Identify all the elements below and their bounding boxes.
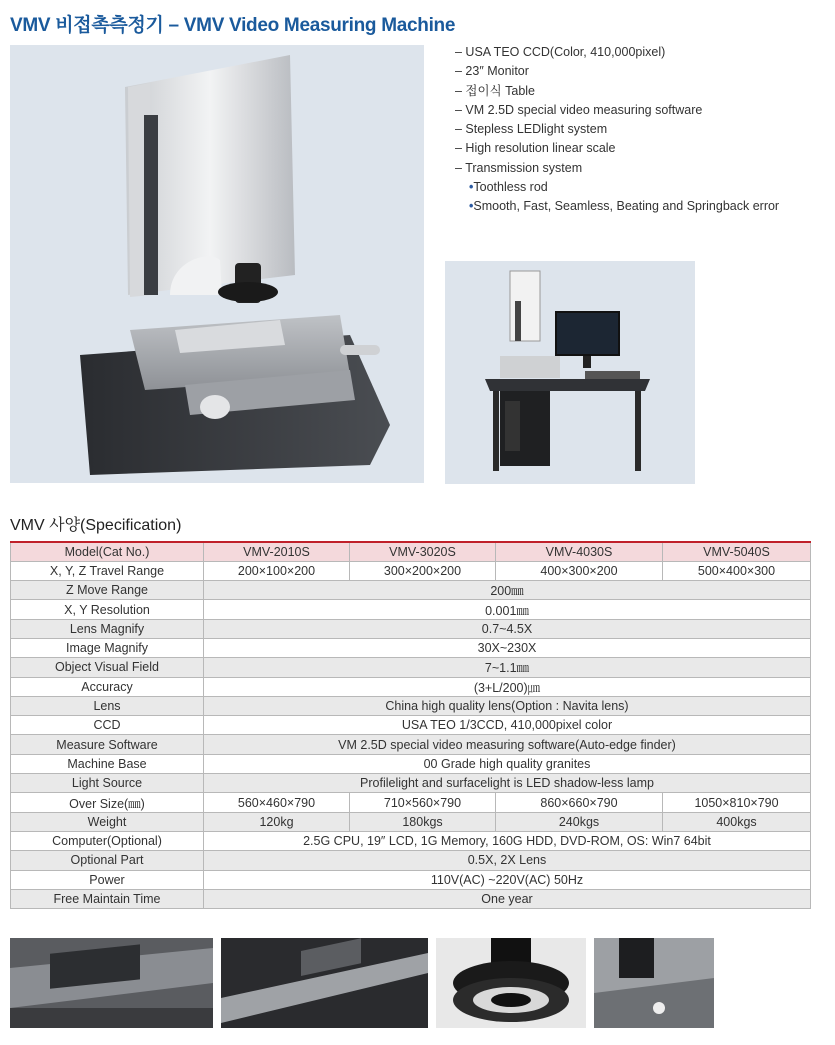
detail-photo-led-ring [436,938,586,1028]
page-title: VMV 비접촉측정기 – VMV Video Measuring Machine [10,15,456,36]
spec-label: Lens [11,696,204,715]
feature-item: – High resolution linear scale [455,141,616,156]
bullet-icon: • [469,199,474,214]
spec-label: Computer(Optional) [11,831,204,850]
spec-row [11,889,811,908]
spec-label: X, Y, Z Travel Range [11,561,204,580]
spec-value: 560×460×790 [204,793,350,812]
spec-label: Free Maintain Time [11,889,204,908]
spec-row [11,812,811,831]
spec-header-cell: Model(Cat No.) [11,542,204,561]
scale-illustration [221,938,428,1028]
spec-row [11,870,811,889]
spec-label: Power [11,870,204,889]
spec-value: 710×560×790 [350,793,496,812]
spec-value: 180kgs [350,812,496,831]
spec-value: 110V(AC) ~220V(AC) 50Hz [204,870,811,889]
spec-value: USA TEO 1/3CCD, 410,000pixel color [204,716,811,735]
spec-label: X, Y Resolution [11,600,204,619]
spec-value: 0.7~4.5X [204,619,811,638]
spec-header-cell: VMV-4030S [496,542,663,561]
probe-illustration [594,938,714,1028]
spec-label: Accuracy [11,677,204,696]
spec-value: 00 Grade high quality granites [204,754,811,773]
spec-value: Profilelight and surfacelight is LED shadow-less lamp [204,774,811,793]
detail-photo-rail [10,938,213,1028]
detail-photo-probe [594,938,714,1028]
spec-label: Over Size(㎜) [11,793,204,812]
spec-value: 0.001㎜ [204,600,811,619]
workstation-illustration [445,261,695,484]
spec-label: CCD [11,716,204,735]
spec-value: 200×100×200 [204,561,350,580]
spec-row [11,581,811,600]
feature-item: – 23″ Monitor [455,64,529,79]
spec-value: 860×660×790 [496,793,663,812]
rail-illustration [10,938,213,1028]
spec-row [11,677,811,696]
sub-feature-item [455,197,830,216]
spec-value: 400kgs [663,812,811,831]
spec-row [11,774,811,793]
spec-value: 400×300×200 [496,561,663,580]
spec-label: Measure Software [11,735,204,754]
spec-value: 200㎜ [204,581,811,600]
spec-label: Light Source [11,774,204,793]
spec-value: 7~1.1㎜ [204,658,811,677]
workstation-photo [445,261,695,484]
spec-value: China high quality lens(Option : Navita lens) [204,696,811,715]
spec-label: Z Move Range [11,581,204,600]
machine-illustration [10,45,424,483]
spec-row [11,831,811,850]
machine-photo [10,45,424,483]
spec-value: 30X~230X [204,638,811,657]
spec-value: 1050×810×790 [663,793,811,812]
feature-item: – Stepless LEDlight system [455,122,608,137]
sub-feature-text: Toothless rod [473,180,548,195]
spec-header-cell: VMV-2010S [204,542,350,561]
spec-row [11,600,811,619]
spec-table [10,541,811,909]
spec-section-title: VMV 사양(Specification) [10,517,182,534]
detail-photo-scale [221,938,428,1028]
spec-value: VM 2.5D special video measuring software(Auto-edge finder) [204,735,811,754]
spec-value: (3+L/200)㎛ [204,677,811,696]
spec-label: Lens Magnify [11,619,204,638]
spec-row [11,754,811,773]
feature-item: – VM 2.5D special video measuring software [455,102,703,117]
spec-row [11,619,811,638]
spec-value: 300×200×200 [350,561,496,580]
spec-label: Weight [11,812,204,831]
spec-label: Machine Base [11,754,204,773]
bullet-icon: • [469,180,474,195]
spec-value: 240kgs [496,812,663,831]
spec-label: Optional Part [11,851,204,870]
spec-row [11,696,811,715]
spec-row [11,716,811,735]
led-ring-illustration [436,938,586,1028]
spec-label: Object Visual Field [11,658,204,677]
sub-feature-text: Smooth, Fast, Seamless, Beating and Springback error [473,199,780,214]
spec-value: 0.5X, 2X Lens [204,851,811,870]
feature-item: – Transmission system [455,160,583,175]
feature-item: – 접이식 Table [455,83,536,98]
sub-feature-item [455,178,830,197]
spec-row [11,735,811,754]
spec-header-row [11,542,811,561]
spec-value: 500×400×300 [663,561,811,580]
spec-value: 2.5G CPU, 19″ LCD, 1G Memory, 160G HDD, DVD-ROM, OS: Win7 64bit [204,831,811,850]
spec-value: 120kg [204,812,350,831]
spec-header-cell: VMV-5040S [663,542,811,561]
feature-item: – USA TEO CCD(Color, 410,000pixel) [455,45,666,59]
feature-list [455,43,830,217]
spec-row [11,638,811,657]
spec-header-cell: VMV-3020S [350,542,496,561]
spec-row [11,658,811,677]
spec-row [11,793,811,812]
spec-row [11,851,811,870]
spec-value: One year [204,889,811,908]
spec-row [11,561,811,580]
spec-label: Image Magnify [11,638,204,657]
